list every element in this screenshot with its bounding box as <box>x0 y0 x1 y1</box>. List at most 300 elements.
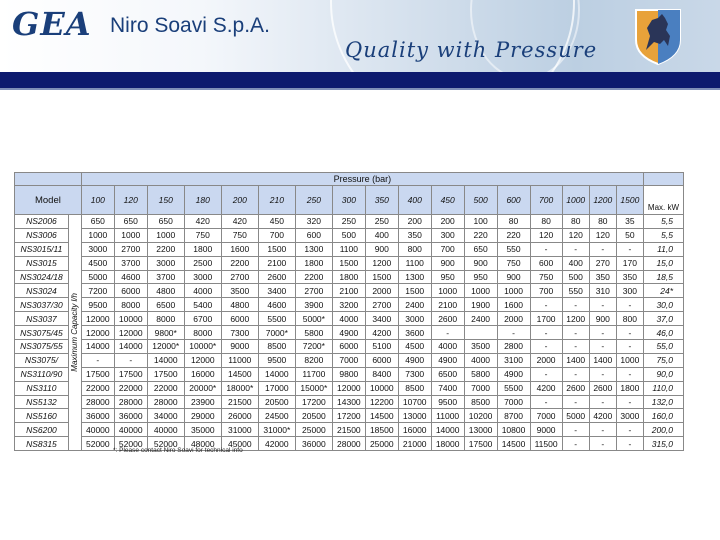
capacity-value: 80 <box>530 215 562 229</box>
capacity-value: 6500 <box>147 298 184 312</box>
pressure-column-header: 350 <box>365 186 398 215</box>
table-row <box>15 395 684 409</box>
capacity-value: 36000 <box>114 409 147 423</box>
max-kw-value: 11,0 <box>643 242 683 256</box>
capacity-value: 950 <box>431 270 464 284</box>
pressure-column-header: 1500 <box>616 186 643 215</box>
capacity-value: 900 <box>589 312 616 326</box>
capacity-value: 2400 <box>464 312 497 326</box>
capacity-value: 250 <box>365 215 398 229</box>
capacity-value: 4200 <box>530 381 562 395</box>
pressure-column-header: 300 <box>332 186 365 215</box>
table-row <box>15 353 684 367</box>
capacity-value: 12000* <box>147 340 184 354</box>
pressure-header: Pressure (bar) <box>81 173 643 186</box>
capacity-value: 300 <box>616 284 643 298</box>
capacity-value: 17200 <box>332 409 365 423</box>
capacity-value: 800 <box>616 312 643 326</box>
capacity-value: 8500 <box>398 381 431 395</box>
capacity-value: 450 <box>258 215 295 229</box>
capacity-value: 80 <box>562 215 589 229</box>
capacity-table <box>14 172 684 451</box>
capacity-value: 4600 <box>258 298 295 312</box>
capacity-value: 3500 <box>464 340 497 354</box>
capacity-value: 650 <box>81 215 114 229</box>
table-row <box>15 284 684 298</box>
capacity-value: 3000 <box>81 242 114 256</box>
capacity-value: 1300 <box>398 270 431 284</box>
capacity-value: 11500 <box>530 437 562 451</box>
capacity-value: - <box>616 326 643 340</box>
capacity-value: 220 <box>497 228 530 242</box>
capacity-value: 1300 <box>295 242 332 256</box>
capacity-value: 3500 <box>221 284 258 298</box>
capacity-value: - <box>616 395 643 409</box>
capacity-value: 9800 <box>332 367 365 381</box>
capacity-value: 13000 <box>398 409 431 423</box>
pressure-column-header: 250 <box>295 186 332 215</box>
capacity-value: 3400 <box>258 284 295 298</box>
capacity-value: 17000 <box>258 381 295 395</box>
model-cell: NS2006 <box>15 215 69 229</box>
capacity-value: 650 <box>147 215 184 229</box>
capacity-value: - <box>562 423 589 437</box>
capacity-value: 42000 <box>258 437 295 451</box>
capacity-value: 14000 <box>258 367 295 381</box>
footnote: *: Please contact Niro Soavi for technical info <box>113 447 243 454</box>
capacity-value: - <box>497 326 530 340</box>
capacity-value: 650 <box>464 242 497 256</box>
capacity-value: 7300 <box>398 367 431 381</box>
capacity-value: 270 <box>589 256 616 270</box>
capacity-value: 10000* <box>184 340 221 354</box>
capacity-value: 40000 <box>147 423 184 437</box>
capacity-value: 12000 <box>332 381 365 395</box>
capacity-value: - <box>562 367 589 381</box>
capacity-value: - <box>589 437 616 451</box>
capacity-value: 500 <box>332 228 365 242</box>
top-right-cell <box>643 173 683 186</box>
capacity-value: 1000 <box>147 228 184 242</box>
capacity-value: 10200 <box>464 409 497 423</box>
capacity-value: - <box>530 298 562 312</box>
capacity-value: 17500 <box>464 437 497 451</box>
pressure-column-header: 600 <box>497 186 530 215</box>
capacity-value: 700 <box>431 242 464 256</box>
max-kw-value: 5,5 <box>643 215 683 229</box>
capacity-value: - <box>589 298 616 312</box>
capacity-value: - <box>562 326 589 340</box>
table-row <box>15 340 684 354</box>
capacity-value: 2000 <box>497 312 530 326</box>
capacity-value: 7300 <box>221 326 258 340</box>
capacity-value: 2700 <box>365 298 398 312</box>
model-cell: NS6200 <box>15 423 69 437</box>
capacity-value: 2400 <box>398 298 431 312</box>
capacity-value: 2700 <box>221 270 258 284</box>
capacity-value: 6700 <box>184 312 221 326</box>
capacity-value: 35 <box>616 215 643 229</box>
capacity-value: 550 <box>497 242 530 256</box>
capacity-value: 3000 <box>147 256 184 270</box>
capacity-value: 3000 <box>616 409 643 423</box>
capacity-value: 34000 <box>147 409 184 423</box>
capacity-value: 2800 <box>497 340 530 354</box>
max-kw-value: 132,0 <box>643 395 683 409</box>
model-cell: NS3110/90 <box>15 367 69 381</box>
capacity-value: - <box>589 367 616 381</box>
max-kw-value: 75,0 <box>643 353 683 367</box>
capacity-value: - <box>616 340 643 354</box>
capacity-value: - <box>589 326 616 340</box>
capacity-value: 29000 <box>184 409 221 423</box>
capacity-value: 9500 <box>431 395 464 409</box>
table-row <box>15 228 684 242</box>
capacity-value: 4000 <box>184 284 221 298</box>
capacity-value: 4500 <box>81 256 114 270</box>
capacity-value: 9000 <box>530 423 562 437</box>
capacity-value: 7000 <box>497 395 530 409</box>
capacity-value: 28000 <box>81 395 114 409</box>
capacity-value: 14500 <box>365 409 398 423</box>
capacity-value: 14500 <box>497 437 530 451</box>
capacity-value: 18000 <box>431 437 464 451</box>
table-row <box>15 242 684 256</box>
capacity-value: 8500 <box>464 395 497 409</box>
capacity-value: 80 <box>589 215 616 229</box>
capacity-value: 10000 <box>114 312 147 326</box>
capacity-value: 120 <box>562 228 589 242</box>
capacity-value: 420 <box>221 215 258 229</box>
capacity-value: - <box>114 353 147 367</box>
capacity-value: 25000 <box>365 437 398 451</box>
capacity-value: 31000 <box>221 423 258 437</box>
capacity-value: 120 <box>589 228 616 242</box>
capacity-value: 350 <box>616 270 643 284</box>
capacity-value: 21000 <box>398 437 431 451</box>
capacity-value: 3100 <box>497 353 530 367</box>
max-kw-value: 24* <box>643 284 683 298</box>
capacity-value: 35000 <box>184 423 221 437</box>
capacity-value: 50 <box>616 228 643 242</box>
nav-divider <box>0 88 720 90</box>
capacity-value: 5800 <box>295 326 332 340</box>
capacity-value: 2200 <box>221 256 258 270</box>
max-kw-value: 110,0 <box>643 381 683 395</box>
capacity-value: 12000 <box>81 326 114 340</box>
capacity-value: 3000 <box>184 270 221 284</box>
capacity-value: 24500 <box>258 409 295 423</box>
pressure-column-header: 1200 <box>589 186 616 215</box>
capacity-value: 1100 <box>398 256 431 270</box>
capacity-value: 25000 <box>295 423 332 437</box>
capacity-value: 1500 <box>365 270 398 284</box>
capacity-value: 5100 <box>365 340 398 354</box>
model-cell: NS3075/ <box>15 353 69 367</box>
capacity-value: 4000 <box>332 312 365 326</box>
table-row <box>15 256 684 270</box>
capacity-value: 10000 <box>365 381 398 395</box>
capacity-value: 10800 <box>497 423 530 437</box>
capacity-value: 750 <box>221 228 258 242</box>
capacity-value: 16000 <box>184 367 221 381</box>
capacity-value: 16000 <box>398 423 431 437</box>
capacity-value: 2000 <box>365 284 398 298</box>
capacity-value: 14000 <box>431 423 464 437</box>
capacity-value: 170 <box>616 256 643 270</box>
table-row <box>15 270 684 284</box>
capacity-value: 2200 <box>295 270 332 284</box>
capacity-value: 6000 <box>365 353 398 367</box>
capacity-value: 8200 <box>295 353 332 367</box>
crest-icon <box>632 6 684 66</box>
capacity-value: 900 <box>497 270 530 284</box>
capacity-value: 100 <box>464 215 497 229</box>
capacity-value: 20500 <box>258 395 295 409</box>
capacity-value: 13000 <box>464 423 497 437</box>
capacity-value: 1800 <box>295 256 332 270</box>
capacity-value: 4900 <box>431 353 464 367</box>
capacity-value: 31000* <box>258 423 295 437</box>
capacity-value: 4800 <box>147 284 184 298</box>
capacity-value: 7400 <box>431 381 464 395</box>
capacity-value: 2600 <box>258 270 295 284</box>
capacity-value: 5500 <box>497 381 530 395</box>
capacity-value: 21500 <box>221 395 258 409</box>
header-banner <box>0 0 720 72</box>
capacity-value: 3400 <box>365 312 398 326</box>
pressure-column-header: 700 <box>530 186 562 215</box>
slogan: Quality with Pressure <box>345 38 598 62</box>
capacity-value: 420 <box>184 215 221 229</box>
table-row <box>15 367 684 381</box>
capacity-value: - <box>562 437 589 451</box>
max-kw-value: 315,0 <box>643 437 683 451</box>
capacity-value: 7200* <box>295 340 332 354</box>
table-row <box>15 409 684 423</box>
capacity-value: 1400 <box>562 353 589 367</box>
capacity-value: 1100 <box>332 242 365 256</box>
capacity-value: 4800 <box>221 298 258 312</box>
capacity-value: 500 <box>562 270 589 284</box>
capacity-value: 22000 <box>147 381 184 395</box>
model-cell: NS3075/45 <box>15 326 69 340</box>
capacity-value: - <box>616 423 643 437</box>
capacity-value: 600 <box>295 228 332 242</box>
capacity-value: 6000 <box>221 312 258 326</box>
capacity-value: 1000 <box>464 284 497 298</box>
capacity-value: 300 <box>431 228 464 242</box>
capacity-value: 28000 <box>332 437 365 451</box>
capacity-value: 5500 <box>258 312 295 326</box>
capacity-value: 2600 <box>562 381 589 395</box>
capacity-value: - <box>616 298 643 312</box>
capacity-value: 17500 <box>81 367 114 381</box>
capacity-value: 40000 <box>114 423 147 437</box>
capacity-value: 350 <box>398 228 431 242</box>
capacity-value: 21500 <box>332 423 365 437</box>
capacity-value: - <box>589 395 616 409</box>
capacity-value: 2500 <box>184 256 221 270</box>
capacity-value: 1000 <box>616 353 643 367</box>
capacity-value: 750 <box>497 256 530 270</box>
capacity-value: - <box>589 423 616 437</box>
pressure-column-header: 500 <box>464 186 497 215</box>
capacity-value: 2100 <box>332 284 365 298</box>
capacity-value: 15000* <box>295 381 332 395</box>
capacity-value: 2600 <box>589 381 616 395</box>
capacity-value: 750 <box>184 228 221 242</box>
pressure-column-header: 200 <box>221 186 258 215</box>
capacity-value: 4600 <box>114 270 147 284</box>
capacity-value: 8700 <box>497 409 530 423</box>
model-cell: NS3037 <box>15 312 69 326</box>
capacity-value: 1500 <box>398 284 431 298</box>
capacity-value: 9500 <box>258 353 295 367</box>
capacity-value: 120 <box>530 228 562 242</box>
capacity-value: 5000* <box>295 312 332 326</box>
capacity-value: 3900 <box>295 298 332 312</box>
model-cell: NS3110 <box>15 381 69 395</box>
capacity-value: 12200 <box>365 395 398 409</box>
table-row <box>15 298 684 312</box>
capacity-value: - <box>562 340 589 354</box>
capacity-value: - <box>562 298 589 312</box>
capacity-value: 1000 <box>431 284 464 298</box>
capacity-value: 14000 <box>147 353 184 367</box>
capacity-value: 1000 <box>114 228 147 242</box>
capacity-value: 320 <box>295 215 332 229</box>
capacity-value: 14000 <box>81 340 114 354</box>
capacity-value: 3600 <box>398 326 431 340</box>
capacity-value: 8500 <box>258 340 295 354</box>
model-cell: NS5132 <box>15 395 69 409</box>
capacity-value: 550 <box>562 284 589 298</box>
capacity-value: 17500 <box>147 367 184 381</box>
capacity-value: 5400 <box>184 298 221 312</box>
capacity-value: 350 <box>589 270 616 284</box>
capacity-value: 1500 <box>332 256 365 270</box>
capacity-value: - <box>616 437 643 451</box>
capacity-value: 400 <box>562 256 589 270</box>
capacity-value: 7000 <box>464 381 497 395</box>
capacity-value: 7000 <box>530 409 562 423</box>
capacity-value: 8000 <box>147 312 184 326</box>
capacity-value: 2700 <box>114 242 147 256</box>
capacity-value: 4900 <box>332 326 365 340</box>
company-name: Niro Soavi S.p.A. <box>110 14 270 37</box>
capacity-value: - <box>530 395 562 409</box>
capacity-value: 1600 <box>221 242 258 256</box>
capacity-value: 1800 <box>184 242 221 256</box>
capacity-value: 310 <box>589 284 616 298</box>
capacity-value: 3700 <box>114 256 147 270</box>
capacity-value: 12000 <box>184 353 221 367</box>
capacity-value: 6500 <box>431 367 464 381</box>
capacity-value: 11700 <box>295 367 332 381</box>
capacity-value: 40000 <box>81 423 114 437</box>
capacity-value: 11000 <box>431 409 464 423</box>
top-left-cell <box>15 173 82 186</box>
model-cell: NS5160 <box>15 409 69 423</box>
model-cell: NS8315 <box>15 437 69 451</box>
capacity-value: 2100 <box>431 298 464 312</box>
capacity-value: 6000 <box>332 340 365 354</box>
capacity-value: 1200 <box>562 312 589 326</box>
capacity-value: 2000 <box>530 353 562 367</box>
capacity-value: 12000 <box>114 326 147 340</box>
model-cell: NS3037/30 <box>15 298 69 312</box>
capacity-value: - <box>530 340 562 354</box>
table-row <box>15 326 684 340</box>
capacity-axis-cell <box>68 215 81 451</box>
model-cell: NS3015/11 <box>15 242 69 256</box>
capacity-value: 36000 <box>81 409 114 423</box>
capacity-value: - <box>562 242 589 256</box>
capacity-value: 48000 <box>184 437 221 451</box>
capacity-value: 200 <box>398 215 431 229</box>
capacity-value: 22000 <box>114 381 147 395</box>
capacity-value: 8400 <box>365 367 398 381</box>
capacity-value: 8000 <box>184 326 221 340</box>
model-header: Model <box>15 186 82 215</box>
capacity-value: 7000* <box>258 326 295 340</box>
capacity-value: 80 <box>497 215 530 229</box>
pressure-column-header: 210 <box>258 186 295 215</box>
capacity-value: 7000 <box>332 353 365 367</box>
max-kw-value: 200,0 <box>643 423 683 437</box>
capacity-value: 220 <box>464 228 497 242</box>
capacity-value: 800 <box>398 242 431 256</box>
capacity-value: - <box>562 395 589 409</box>
capacity-value: 18000* <box>221 381 258 395</box>
capacity-value: 4200 <box>589 409 616 423</box>
pressure-column-header: 120 <box>114 186 147 215</box>
capacity-value: 2100 <box>258 256 295 270</box>
capacity-value: 700 <box>530 284 562 298</box>
capacity-value: 20000* <box>184 381 221 395</box>
capacity-value: 52000 <box>114 437 147 451</box>
capacity-value: - <box>431 326 464 340</box>
nav-bar <box>0 72 720 88</box>
pressure-column-header: 100 <box>81 186 114 215</box>
capacity-value: 14000 <box>114 340 147 354</box>
capacity-value: 11000 <box>221 353 258 367</box>
max-kw-value: 46,0 <box>643 326 683 340</box>
capacity-value: 1700 <box>530 312 562 326</box>
capacity-value: 17500 <box>114 367 147 381</box>
max-kw-value: 18,5 <box>643 270 683 284</box>
model-cell: NS3024 <box>15 284 69 298</box>
gea-logo: GEA <box>12 5 92 43</box>
capacity-value: 1200 <box>365 256 398 270</box>
capacity-value: 23900 <box>184 395 221 409</box>
capacity-value: 3000 <box>398 312 431 326</box>
capacity-value: 52000 <box>81 437 114 451</box>
capacity-value: 400 <box>365 228 398 242</box>
capacity-value: 4000 <box>464 353 497 367</box>
capacity-value: 4900 <box>398 353 431 367</box>
table-row <box>15 423 684 437</box>
capacity-value: 20500 <box>295 409 332 423</box>
capacity-value: - <box>616 242 643 256</box>
capacity-value: - <box>530 242 562 256</box>
model-cell: NS3024/18 <box>15 270 69 284</box>
capacity-value: 12000 <box>81 312 114 326</box>
capacity-value: 4200 <box>365 326 398 340</box>
capacity-value: 26000 <box>221 409 258 423</box>
capacity-value: 2600 <box>431 312 464 326</box>
